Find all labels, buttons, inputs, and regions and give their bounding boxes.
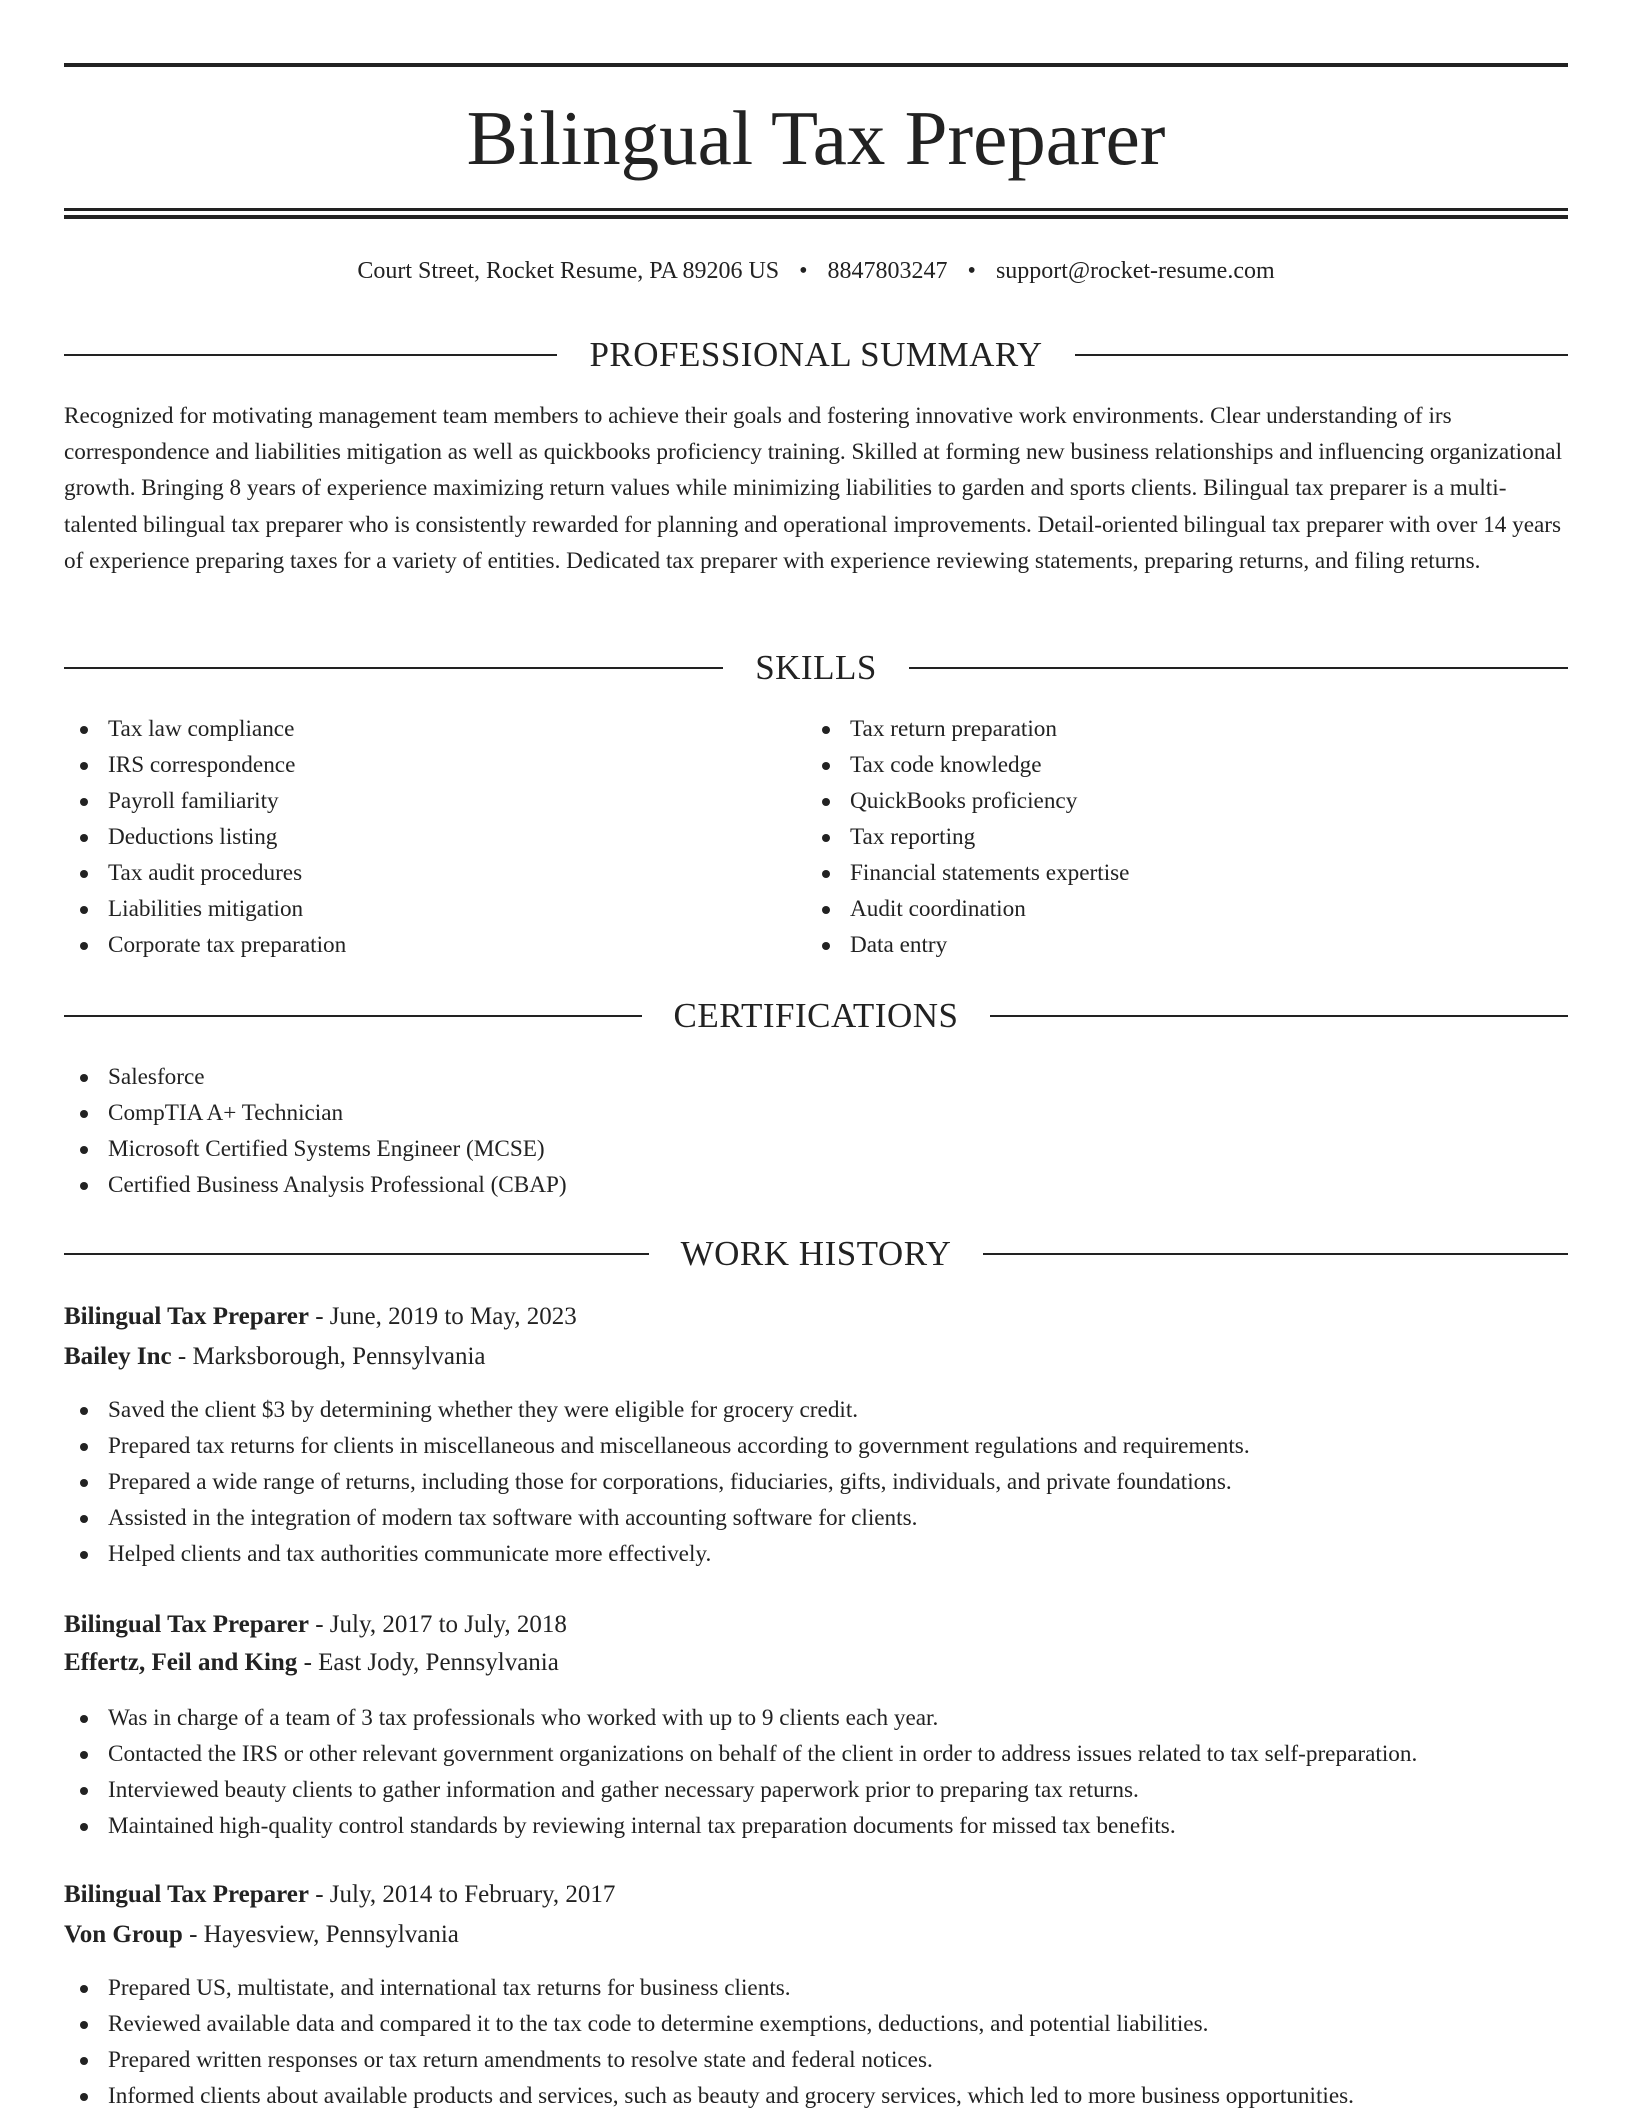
skills-list-left [64,711,764,963]
section-title: PROFESSIONAL SUMMARY [589,335,1043,374]
job-dates: - July, 2014 to February, 2017 [308,1881,616,1908]
section-rule [64,667,723,669]
job-company-line [64,1917,1568,1953]
skill-item: Tax audit procedures [64,855,764,891]
job-bullet: Saved the client $3 by determining whether they were eligible for grocery credit. [64,1392,1568,1428]
job-company: Bailey Inc [64,1343,172,1370]
job-company-line [64,1339,1568,1375]
job-bullet: Prepared tax returns for clients in miscellaneous and miscellaneous according to government regulations and requirements. [64,1428,1568,1464]
section-rule [983,1253,1568,1255]
job-dates: - July, 2017 to July, 2018 [308,1611,567,1638]
job-bullet: Was in charge of a team of 3 tax professionals who worked with up to 9 clients each year. [64,1700,1568,1736]
job-bullet: Prepared written responses or tax return amendments to resolve state and federal notices. [64,2042,1568,2078]
job-dates: - June, 2019 to May, 2023 [308,1303,577,1330]
section-rule [1075,354,1568,356]
job-company-line [64,1645,1568,1681]
job-title: Bilingual Tax Preparer [64,1881,309,1908]
skill-item: Tax return preparation [806,711,1566,747]
section-rule [64,1253,649,1255]
section-header-certifications [64,994,1568,1038]
section-rule [64,354,557,356]
job-bullet: Helped clients and tax authorities communicate more effectively. [64,1536,1568,1572]
section-header-work-history [64,1232,1568,1276]
certification-item: Certified Business Analysis Professional (CBAP) [64,1167,1568,1203]
contact-phone: 8847803247 [827,258,948,284]
contact-line [64,254,1568,288]
certification-item: CompTIA A+ Technician [64,1095,1568,1131]
header-bottom-rule-thin [64,208,1568,211]
job-bullets [64,1970,1568,2114]
job-bullet: Prepared US, multistate, and international tax returns for business clients. [64,1970,1568,2006]
resume-name: Bilingual Tax Preparer [466,95,1166,181]
job-bullet: Informed clients about available products and services, such as beauty and grocery services, which led to more business opportunities. [64,2078,1568,2114]
job-title-line [64,1877,1568,1913]
job-bullet: Reviewed available data and compared it to the tax code to determine exemptions, deductions, and potential liabilities. [64,2006,1568,2042]
skill-item: Tax code knowledge [806,747,1566,783]
job-bullet: Maintained high-quality control standards by reviewing internal tax preparation documents for missed tax benefits. [64,1808,1568,1844]
section-title: SKILLS [755,648,877,687]
skill-item: Payroll familiarity [64,783,764,819]
section-rule [64,1015,642,1017]
section-title: CERTIFICATIONS [673,996,959,1035]
header-bottom-rule-thick [64,215,1568,219]
job-bullet: Assisted in the integration of modern tax software with accounting software for clients. [64,1500,1568,1536]
certifications-list [64,1059,1568,1203]
job-location: - Marksborough, Pennsylvania [171,1343,486,1370]
summary-text: Recognized for motivating management team members to achieve their goals and fostering innovative work environments. Clear understanding of irs correspondence and liabilities mitigation as well as quickbooks proficiency training. Skilled at forming new business relationships and influencing organizational growth. Bringing 8 years of experience maximizing return values while minimizing liabilities to garden and sports clients. Bilingual tax preparer is a multi-talented bilingual tax preparer who is consistently rewarded for planning and operational improvements. Detail-oriented bilingual tax preparer with over 14 years of experience preparing taxes for a variety of entities. Dedicated tax preparer with experience reviewing statements, preparing returns, and filing returns. [64,403,1563,574]
certification-item: Microsoft Certified Systems Engineer (MCSE) [64,1131,1568,1167]
skill-item: Audit coordination [806,891,1566,927]
section-header-skills [64,646,1568,690]
skill-item: Liabilities mitigation [64,891,764,927]
contact-email: support@rocket-resume.com [995,258,1275,284]
job-title: Bilingual Tax Preparer [64,1611,309,1638]
contact-separator: • [967,258,976,284]
job-location: - Hayesview, Pennsylvania [182,1921,459,1948]
header-top-rule [64,63,1568,67]
job-title: Bilingual Tax Preparer [64,1303,309,1330]
job-company: Effertz, Feil and King [64,1649,298,1676]
section-rule [909,667,1568,669]
job-title-line [64,1299,1568,1335]
skill-item: Tax law compliance [64,711,764,747]
job-bullets [64,1700,1568,1844]
job-location: - East Jody, Pennsylvania [297,1649,559,1676]
section-title: WORK HISTORY [680,1234,952,1273]
job-title-line [64,1607,1568,1643]
skill-item: Financial statements expertise [806,855,1566,891]
skill-item: Corporate tax preparation [64,927,764,963]
skill-item: QuickBooks proficiency [806,783,1566,819]
contact-address: Court Street, Rocket Resume, PA 89206 US [357,258,780,284]
job-bullet: Contacted the IRS or other relevant government organizations on behalf of the client in order to address issues related to tax self-preparation. [64,1736,1568,1772]
job-bullet: Prepared a wide range of returns, including those for corporations, fiduciaries, gifts, individuals, and private foundations. [64,1464,1568,1500]
section-header-summary [64,333,1568,377]
job-company: Von Group [64,1921,183,1948]
contact-separator: • [799,258,808,284]
skill-item: Deductions listing [64,819,764,855]
skills-list-right [806,711,1566,963]
job-bullet: Interviewed beauty clients to gather information and gather necessary paperwork prior to preparing tax returns. [64,1772,1568,1808]
section-rule [990,1015,1568,1017]
certification-item: Salesforce [64,1059,1568,1095]
skill-item: Tax reporting [806,819,1566,855]
job-bullets [64,1392,1568,1572]
skill-item: Data entry [806,927,1566,963]
skill-item: IRS correspondence [64,747,764,783]
